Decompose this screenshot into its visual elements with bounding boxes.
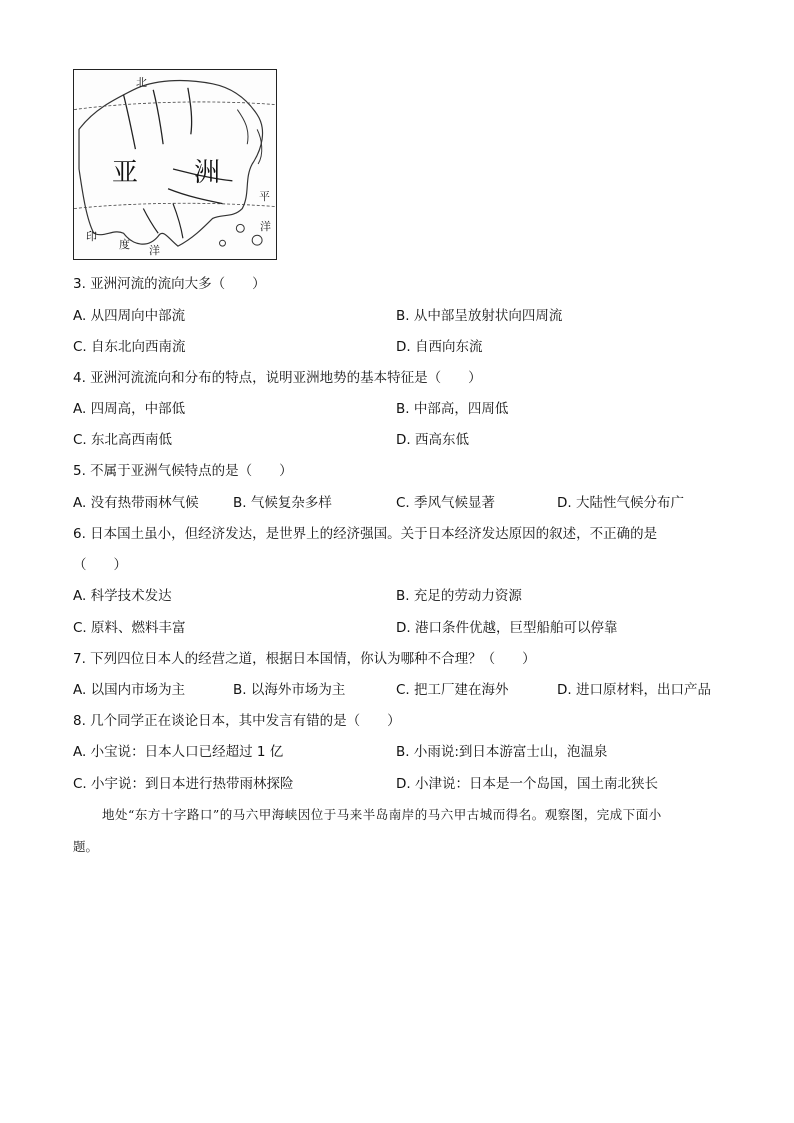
asia-map-figure (73, 69, 277, 260)
question-5-option-a[interactable]: A. 没有热带雨林气候 (73, 495, 199, 511)
question-3-option-c[interactable]: C. 自东北向西南流 (73, 339, 186, 355)
passage-line-1: 地处“东方十字路口”的马六甲海峡因位于马来半岛南岸的马六甲古城而得名。观察图，完成下面小 (102, 807, 662, 822)
question-7-stem: 7. 下列四位日本人的经营之道，根据日本国情，你认为哪种不合理？（ ） (73, 651, 536, 667)
question-4-option-b[interactable]: B. 中部高，四周低 (396, 401, 509, 417)
question-7-option-d[interactable]: D. 进口原材料，出口产品 (557, 682, 711, 698)
question-8-option-a[interactable]: A. 小宝说：日本人口已经超过 1 亿 (73, 744, 284, 760)
question-3-option-d[interactable]: D. 自西向东流 (396, 339, 483, 355)
map-label-indian-1: 印 (86, 230, 97, 243)
question-3-option-b[interactable]: B. 从中部呈放射状向四周流 (396, 308, 563, 324)
question-8-option-c[interactable]: C. 小宇说：到日本进行热带雨林探险 (73, 776, 294, 792)
map-label-ocean-2: 洋 (149, 244, 160, 257)
question-3-option-a[interactable]: A. 从四周向中部流 (73, 308, 186, 324)
question-4-option-a[interactable]: A. 四周高，中部低 (73, 401, 186, 417)
map-label-indian-2: 度 (119, 238, 130, 251)
question-5-option-c[interactable]: C. 季风气候显著 (396, 495, 496, 511)
map-label-ocean: 洋 (260, 220, 271, 233)
question-3-stem: 3. 亚洲河流的流向大多（ ） (73, 276, 266, 292)
question-5-stem: 5. 不属于亚洲气候特点的是（ ） (73, 463, 293, 479)
question-7-option-c[interactable]: C. 把工厂建在海外 (396, 682, 509, 698)
asia-map-drawing (74, 70, 276, 259)
question-5-option-b[interactable]: B. 气候复杂多样 (233, 495, 332, 511)
question-4-stem: 4. 亚洲河流流向和分布的特点，说明亚洲地势的基本特征是（ ） (73, 370, 482, 386)
question-8-stem: 8. 几个同学正在谈论日本，其中发言有错的是（ ） (73, 713, 401, 729)
question-7-option-a[interactable]: A. 以国内市场为主 (73, 682, 186, 698)
map-label-asia-1: 亚 (112, 158, 139, 188)
map-label-asia-2: 洲 (194, 158, 221, 188)
question-6-option-a[interactable]: A. 科学技术发达 (73, 588, 172, 604)
question-5-option-d[interactable]: D. 大陆性气候分布广 (557, 495, 684, 511)
passage-line-2: 题。 (73, 839, 99, 854)
question-6-option-c[interactable]: C. 原料、燃料丰富 (73, 620, 186, 636)
question-8-option-b[interactable]: B. 小雨说:到日本游富士山，泡温泉 (396, 744, 608, 760)
question-7-option-b[interactable]: B. 以海外市场为主 (233, 682, 346, 698)
question-8-option-d[interactable]: D. 小津说：日本是一个岛国，国土南北狭长 (396, 776, 658, 792)
question-6-option-d[interactable]: D. 港口条件优越，巨型船舶可以停靠 (396, 620, 618, 636)
map-label-pacific: 平 (259, 190, 270, 203)
question-4-option-d[interactable]: D. 西高东低 (396, 432, 469, 448)
question-6-stem-cont: （ ） (73, 557, 127, 573)
map-label-north: 北 (136, 76, 147, 89)
question-4-option-c[interactable]: C. 东北高西南低 (73, 432, 173, 448)
question-6-option-b[interactable]: B. 充足的劳动力资源 (396, 588, 522, 604)
question-6-stem: 6. 日本国土虽小，但经济发达，是世界上的经济强国。关于日本经济发达原因的叙述，不正确的是 (73, 526, 658, 542)
